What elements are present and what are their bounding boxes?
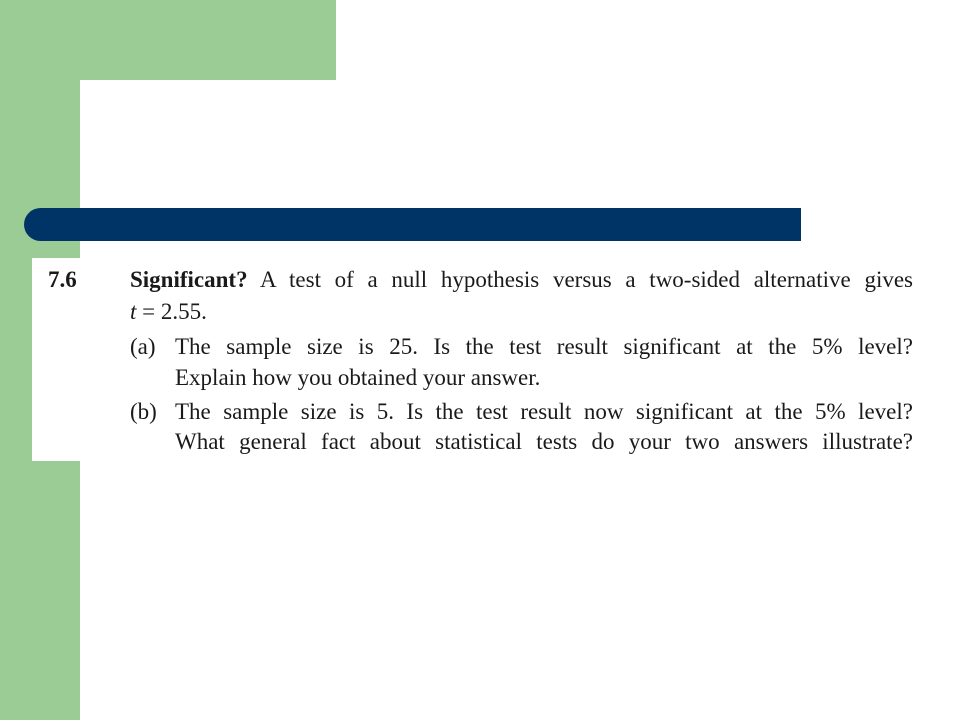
problem-text-box <box>32 258 928 461</box>
problem-number: 7.6 <box>48 267 77 292</box>
problem-title: Significant? <box>130 267 248 292</box>
part-b-line-1: The sample size is 5. Is the test result now significant at the 5% level? <box>175 399 913 424</box>
part-b-label: (b) <box>130 399 157 424</box>
part-a-line-1: The sample size is 25. Is the test result significant at the 5% level? <box>175 334 913 359</box>
statistic-variable: t <box>130 299 137 324</box>
problem-intro-line <box>130 267 913 293</box>
part-b-line-2: What general fact about statistical tests do your two answers illustrate? <box>175 429 913 454</box>
part-a-label: (a) <box>130 334 156 359</box>
problem-statistic-line <box>130 299 207 325</box>
part-a-line-2: Explain how you obtained your answer. <box>175 365 541 390</box>
problem-intro-text: A test of a null hypothesis versus a two-sided alternative gives <box>260 267 913 292</box>
title-bar-decoration <box>24 208 801 241</box>
statistic-value: = 2.55. <box>142 299 207 324</box>
green-top-decoration <box>0 0 336 80</box>
